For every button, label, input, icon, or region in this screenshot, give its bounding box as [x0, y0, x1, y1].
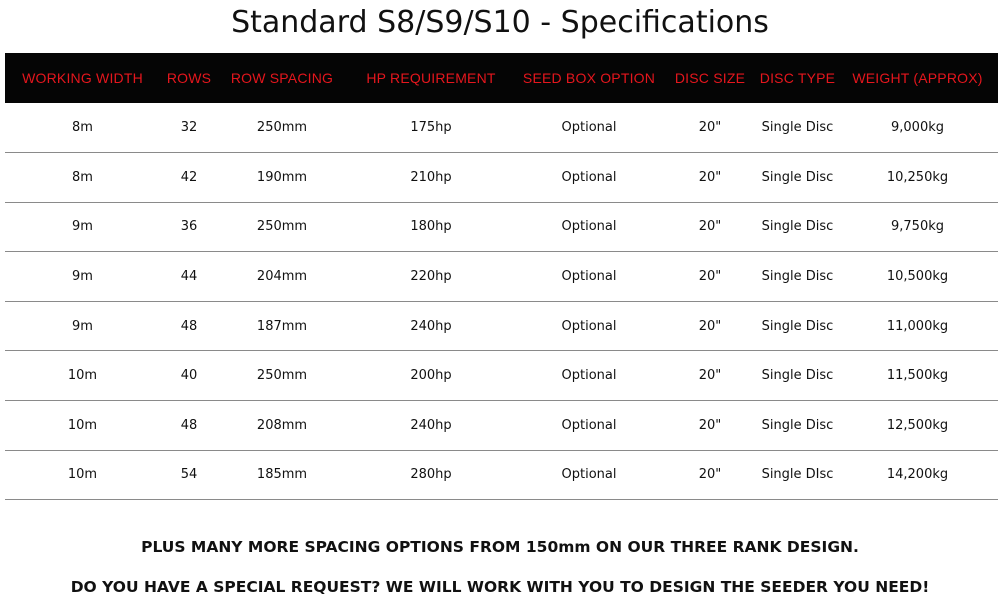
table-row	[5, 401, 998, 451]
column-header-seed-box-option: SEED BOX OPTION	[522, 70, 656, 86]
table-row	[5, 202, 998, 252]
table-row	[5, 450, 998, 500]
column-header-hp-requirement: HP REQUIREMENT	[366, 70, 496, 86]
cell-weight: 11,500kg	[837, 351, 998, 401]
cell-rows: 40	[160, 351, 218, 401]
table-row	[5, 103, 998, 153]
cell-seed-box-option: Optional	[516, 351, 662, 401]
cell-hp-requirement: 180hp	[346, 202, 516, 252]
cell-weight: 10,250kg	[837, 153, 998, 203]
cell-disc-size: 20"	[662, 202, 758, 252]
page-title: Standard S8/S9/S10 - Specifications	[231, 5, 769, 40]
cell-disc-type: Single Disc	[758, 401, 837, 451]
cell-seed-box-option: Optional	[516, 202, 662, 252]
cell-disc-size: 20"	[662, 103, 758, 153]
cell-weight: 12,500kg	[837, 401, 998, 451]
cell-rows: 48	[160, 301, 218, 351]
cell-disc-type: Single Disc	[758, 103, 837, 153]
table-row	[5, 301, 998, 351]
cell-rows: 44	[160, 252, 218, 302]
cell-disc-size: 20"	[662, 450, 758, 500]
cell-seed-box-option: Optional	[516, 103, 662, 153]
cell-row-spacing: 190mm	[218, 153, 346, 203]
cell-working-width: 9m	[5, 252, 160, 302]
cell-row-spacing: 250mm	[218, 351, 346, 401]
cell-disc-type: Single Disc	[758, 301, 837, 351]
cell-disc-size: 20"	[662, 153, 758, 203]
cell-working-width: 10m	[5, 351, 160, 401]
cell-hp-requirement: 200hp	[346, 351, 516, 401]
cell-working-width: 9m	[5, 202, 160, 252]
cell-row-spacing: 204mm	[218, 252, 346, 302]
table-header-row	[5, 53, 998, 103]
cell-hp-requirement: 240hp	[346, 401, 516, 451]
cell-weight: 11,000kg	[837, 301, 998, 351]
cell-working-width: 10m	[5, 401, 160, 451]
cell-seed-box-option: Optional	[516, 153, 662, 203]
cell-row-spacing: 208mm	[218, 401, 346, 451]
cell-working-width: 8m	[5, 153, 160, 203]
cell-disc-size: 20"	[662, 351, 758, 401]
cell-hp-requirement: 280hp	[346, 450, 516, 500]
cell-row-spacing: 250mm	[218, 103, 346, 153]
cell-rows: 42	[160, 153, 218, 203]
cell-hp-requirement: 240hp	[346, 301, 516, 351]
column-header-working-width: WORKING WIDTH	[22, 70, 143, 86]
specifications-table	[5, 53, 998, 500]
column-header-rows: ROWS	[166, 70, 212, 86]
cell-weight: 9,000kg	[837, 103, 998, 153]
column-header-disc-type: DISC TYPE	[759, 70, 836, 86]
cell-row-spacing: 250mm	[218, 202, 346, 252]
spacing-options-note: PLUS MANY MORE SPACING OPTIONS FROM 150mm ON OUR THREE RANK DESIGN.	[141, 538, 859, 556]
cell-seed-box-option: Optional	[516, 450, 662, 500]
cell-row-spacing: 185mm	[218, 450, 346, 500]
cell-rows: 54	[160, 450, 218, 500]
cell-disc-type: Single Disc	[758, 252, 837, 302]
cell-hp-requirement: 210hp	[346, 153, 516, 203]
cell-working-width: 9m	[5, 301, 160, 351]
cell-weight: 14,200kg	[837, 450, 998, 500]
cell-weight: 9,750kg	[837, 202, 998, 252]
cell-disc-type: Single Disc	[758, 153, 837, 203]
cell-weight: 10,500kg	[837, 252, 998, 302]
cell-disc-size: 20"	[662, 252, 758, 302]
cell-disc-size: 20"	[662, 401, 758, 451]
cell-seed-box-option: Optional	[516, 252, 662, 302]
cell-disc-size: 20"	[662, 301, 758, 351]
cell-rows: 48	[160, 401, 218, 451]
table-row	[5, 351, 998, 401]
cell-working-width: 8m	[5, 103, 160, 153]
table-row	[5, 153, 998, 203]
table-row	[5, 252, 998, 302]
cell-seed-box-option: Optional	[516, 401, 662, 451]
column-header-row-spacing: ROW SPACING	[230, 70, 334, 86]
cell-disc-type: Single Disc	[758, 351, 837, 401]
cell-disc-type: Single Disc	[758, 202, 837, 252]
cell-seed-box-option: Optional	[516, 301, 662, 351]
special-request-note: DO YOU HAVE A SPECIAL REQUEST? WE WILL WORK WITH YOU TO DESIGN THE SEEDER YOU NEED!	[70, 578, 930, 596]
cell-working-width: 10m	[5, 450, 160, 500]
cell-rows: 32	[160, 103, 218, 153]
cell-rows: 36	[160, 202, 218, 252]
cell-hp-requirement: 220hp	[346, 252, 516, 302]
column-header-disc-size: DISC SIZE	[674, 70, 746, 86]
cell-disc-type: Single DIsc	[758, 450, 837, 500]
cell-row-spacing: 187mm	[218, 301, 346, 351]
column-header-weight: WEIGHT (APPROX)	[852, 70, 983, 86]
cell-hp-requirement: 175hp	[346, 103, 516, 153]
